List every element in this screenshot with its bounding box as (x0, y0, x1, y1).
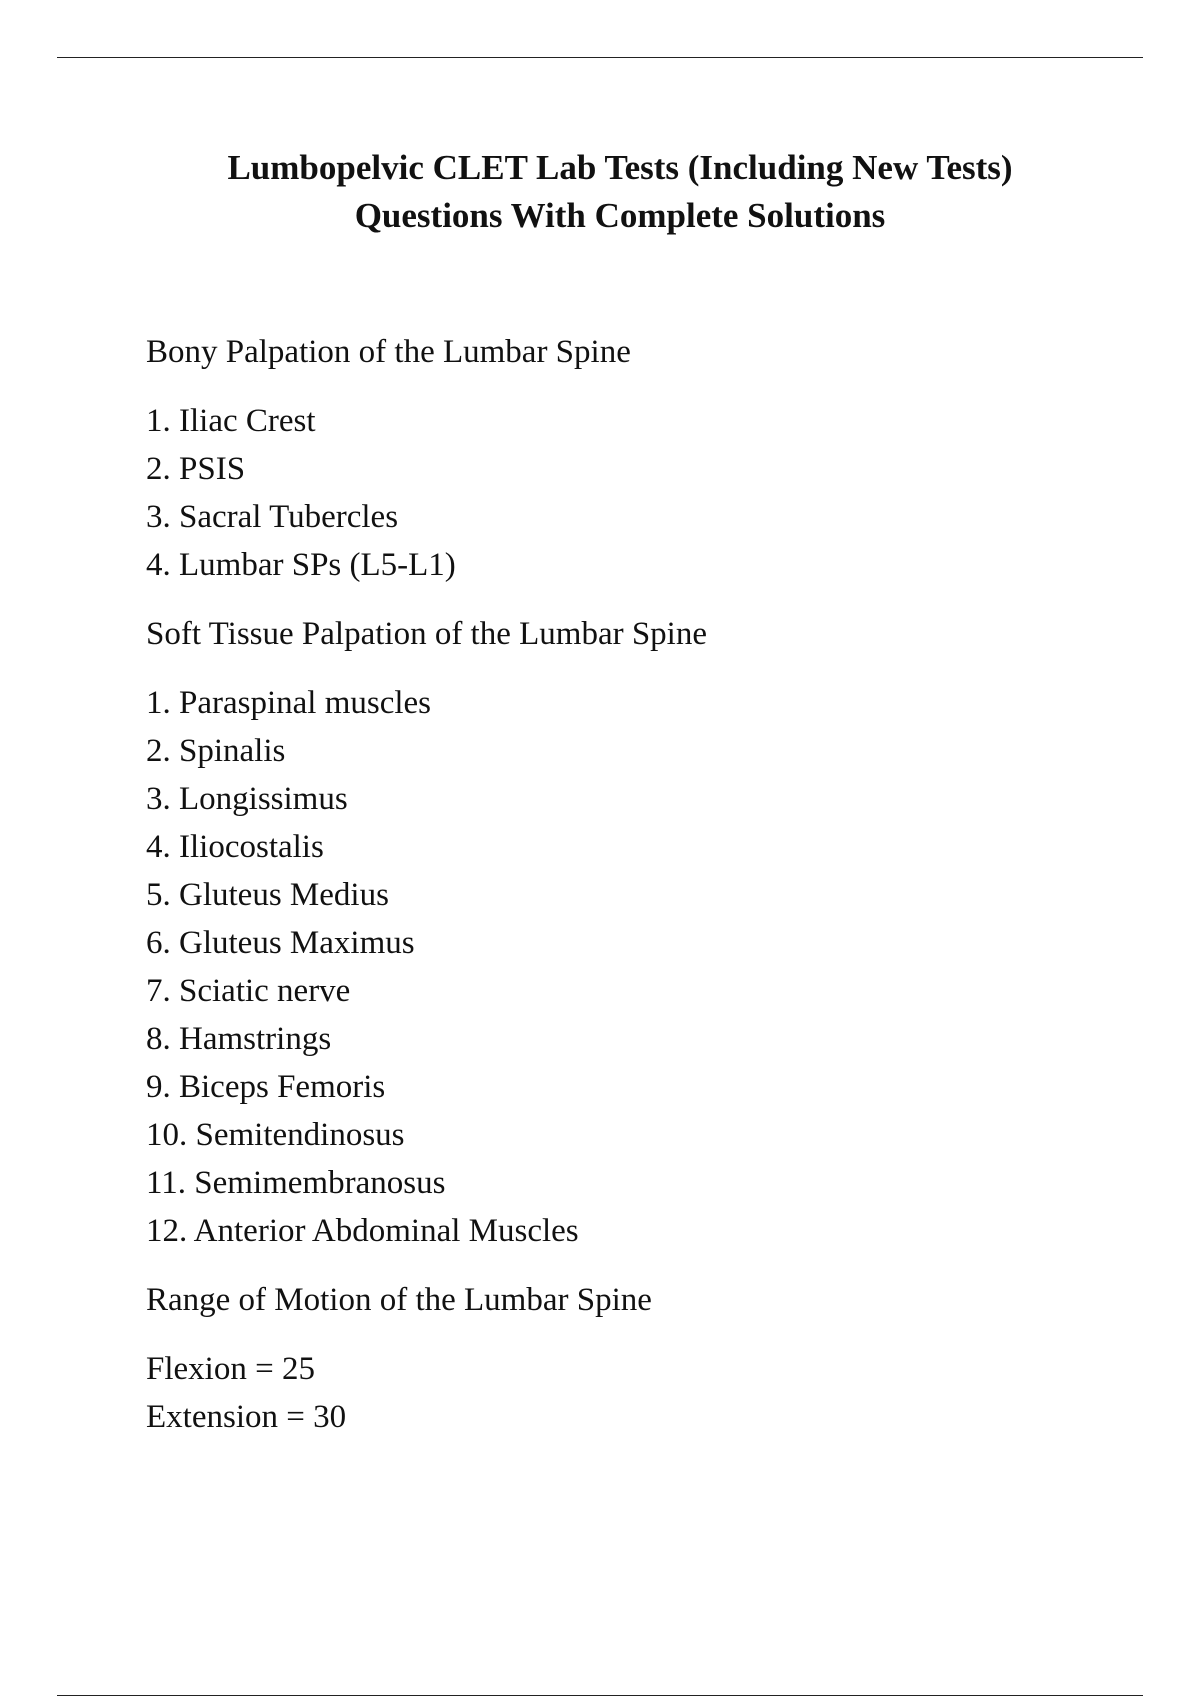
section-heading-soft-tissue-palpation: Soft Tissue Palpation of the Lumbar Spine (146, 616, 707, 652)
list-item: 4. Lumbar SPs (L5-L1) (146, 547, 456, 583)
list-item: 12. Anterior Abdominal Muscles (146, 1213, 579, 1249)
list-item: 6. Gluteus Maximus (146, 925, 415, 961)
section-heading-range-of-motion: Range of Motion of the Lumbar Spine (146, 1282, 652, 1318)
title-line-2: Questions With Complete Solutions (354, 196, 886, 235)
section-heading-bony-palpation: Bony Palpation of the Lumbar Spine (146, 334, 631, 370)
list-item: 1. Iliac Crest (146, 403, 316, 439)
list-item: 1. Paraspinal muscles (146, 685, 432, 721)
list-item: 5. Gluteus Medius (146, 877, 389, 913)
list-item: 3. Longissimus (146, 781, 348, 817)
document-title (0, 144, 1200, 240)
rom-flexion: Flexion = 25 (146, 1351, 315, 1387)
list-item: 10. Semitendinosus (146, 1117, 405, 1153)
bottom-divider (57, 1695, 1143, 1696)
list-item: 2. PSIS (146, 451, 246, 487)
list-item: 3. Sacral Tubercles (146, 499, 399, 535)
list-item: 7. Sciatic nerve (146, 973, 351, 1009)
document-body (146, 328, 1146, 1441)
title-line-1: Lumbopelvic CLET Lab Tests (Including New Tests) (227, 148, 1013, 187)
list-item: 9. Biceps Femoris (146, 1069, 386, 1105)
list-item: 2. Spinalis (146, 733, 286, 769)
top-divider (57, 57, 1143, 58)
soft-tissue-palpation-list (146, 679, 1146, 1255)
rom-extension: Extension = 30 (146, 1399, 347, 1435)
bony-palpation-list (146, 397, 1146, 589)
list-item: 8. Hamstrings (146, 1021, 332, 1057)
list-item: 11. Semimembranosus (146, 1165, 446, 1201)
list-item: 4. Iliocostalis (146, 829, 324, 865)
